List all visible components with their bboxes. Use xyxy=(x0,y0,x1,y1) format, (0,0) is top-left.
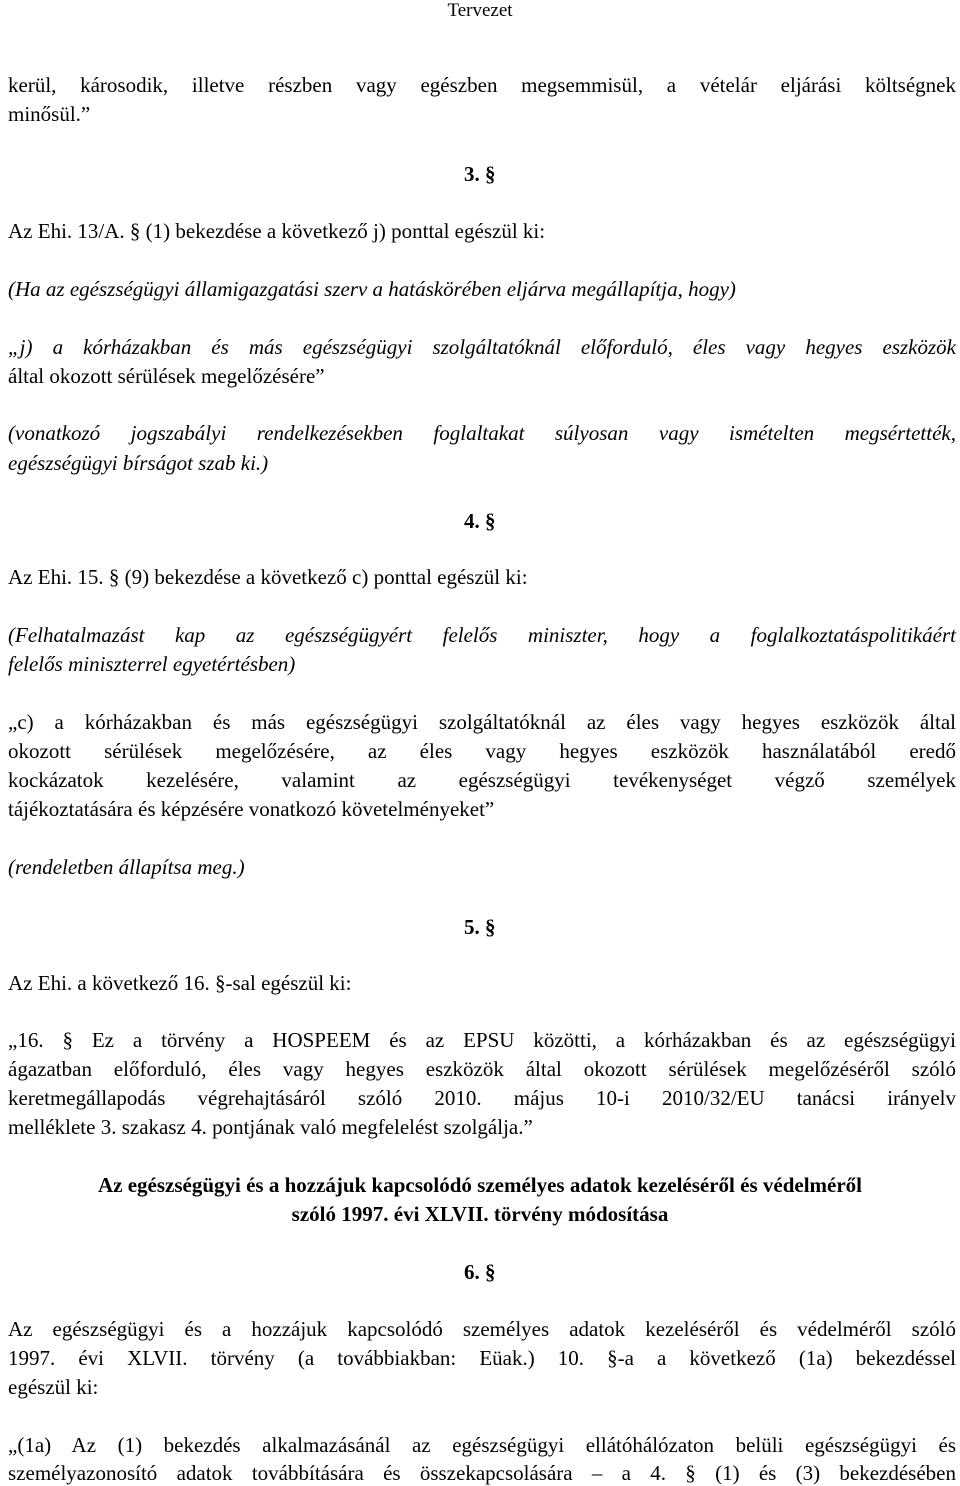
text-line: minősül.” xyxy=(8,102,91,126)
text-line: tájékoztatására és képzésére vonatkozó követelményeket” xyxy=(8,797,495,821)
text-line: egészségügyi bírságot szab ki.) xyxy=(8,451,269,475)
text-line: „j) a kórházakban és más egészségügyi szolgáltatóknál előforduló, éles vagy hegyes eszközök xyxy=(8,335,956,359)
text-line: „(1a) Az (1) bekezdés alkalmazásánál az egészségügyi ellátóhálózaton belüli egészségügyi és xyxy=(8,1433,956,1457)
page-header-title: Tervezet xyxy=(447,0,513,21)
text-line: Az Ehi. a következő 16. §-sal egészül ki: xyxy=(8,971,352,995)
text-line: okozott sérülések megelőzésére, az éles vagy hegyes eszközök használatából eredő xyxy=(8,739,956,763)
text-line: Az egészségügyi és a hozzájuk kapcsolódó személyes adatok kezeléséről és védelméről szóló xyxy=(8,1317,956,1341)
text-line: „c) a kórházakban és más egészségügyi szolgáltatóknál az éles vagy hegyes eszközök által xyxy=(8,710,956,734)
text-line: Az Ehi. 13/A. § (1) bekezdése a következő j) ponttal egészül ki: xyxy=(8,219,546,243)
text-line: ágazatban előforduló, éles vagy hegyes eszközök által okozott sérülések megelőzéséről szóló xyxy=(8,1057,956,1081)
section-number: 6. § xyxy=(464,1260,496,1284)
section-number: 5. § xyxy=(464,915,496,939)
text-line: személyazonosító adatok továbbítására és összekapcsolására – a 4. § (1) és (3) bekezdésében xyxy=(8,1461,956,1485)
text-line: (rendeletben állapítsa meg.) xyxy=(8,855,245,879)
section-number: 4. § xyxy=(464,509,496,533)
text-line: (Felhatalmazást kap az egészségügyért felelős miniszter, hogy a foglalkoztatáspolitikáért xyxy=(8,623,956,647)
section-number: 3. § xyxy=(464,162,496,186)
text-line: Az Ehi. 15. § (9) bekezdése a következő c) ponttal egészül ki: xyxy=(8,565,528,589)
section-heading: Az egészségügyi és a hozzájuk kapcsolódó személyes adatok kezeléséről és védelméről xyxy=(97,1173,863,1197)
text-line: kockázatok kezelésére, valamint az egészségügyi tevékenységet végző személyek xyxy=(8,768,956,792)
text-line: kerül, károsodik, illetve részben vagy egészben megsemmisül, a vételár eljárási költségnek xyxy=(8,73,956,97)
text-line: keretmegállapodás végrehajtásáról szóló 2010. május 10-i 2010/32/EU tanácsi irányelv xyxy=(8,1086,956,1110)
section-heading: szóló 1997. évi XLVII. törvény módosítása xyxy=(291,1202,669,1226)
text-line: (vonatkozó jogszabályi rendelkezésekben foglaltakat súlyosan vagy ismételten megsértették, xyxy=(8,421,956,445)
text-line: egészül ki: xyxy=(8,1375,99,1399)
text-line: által okozott sérülések megelőzésére” xyxy=(8,364,325,388)
text-line: melléklete 3. szakasz 4. pontjának való megfelelést szolgálja.” xyxy=(8,1115,533,1139)
text-line: felelős miniszterrel egyetértésben) xyxy=(8,652,296,676)
text-line: 1997. évi XLVII. törvény (a továbbiakban: Eüak.) 10. §-a a következő (1a) bekezdéssel xyxy=(8,1346,956,1370)
text-line: „16. § Ez a törvény a HOSPEEM és az EPSU közötti, a kórházakban és az egészségügyi xyxy=(8,1028,956,1052)
text-line: (Ha az egészségügyi államigazgatási szerv a hatáskörében eljárva megállapítja, hogy) xyxy=(8,277,736,301)
